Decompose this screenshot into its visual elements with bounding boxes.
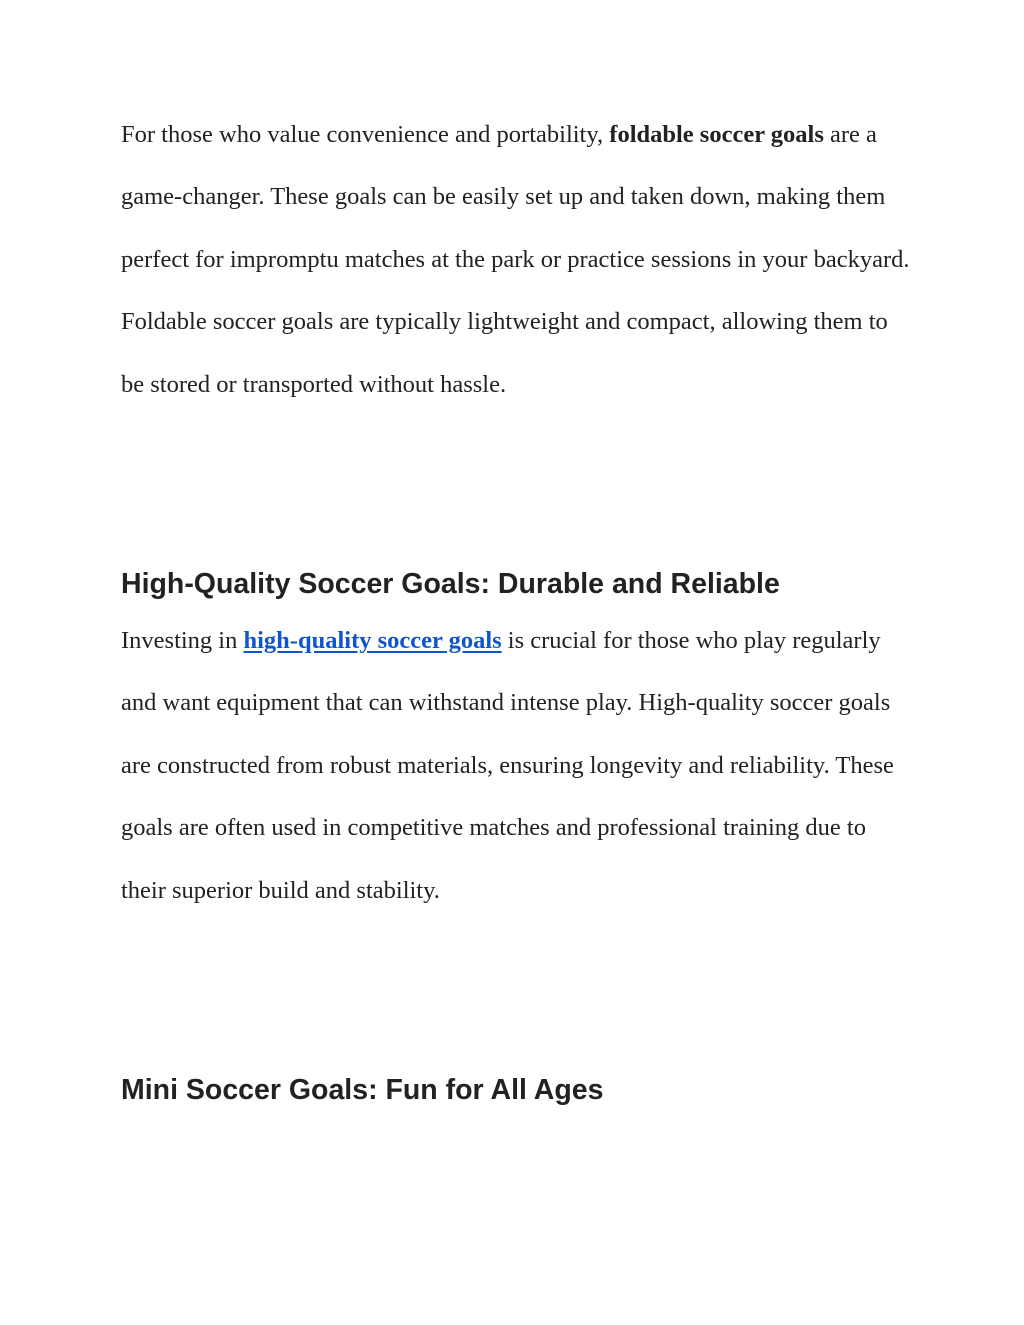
- paragraph-text: are a game-changer. These goals can be easily set up and taken down, making them perfect for impromptu matches at the park or practice sessions in your backyard. Foldable soccer goals are typically lightweight and compact, allowing them to be stored or transported without hassle.: [121, 121, 910, 398]
- paragraph-high-quality-goals: [121, 610, 911, 922]
- paragraph-foldable-goals: [121, 104, 911, 416]
- heading-high-quality-goals: High-Quality Soccer Goals: Durable and Reliable: [121, 568, 780, 600]
- heading-mini-soccer-goals: Mini Soccer Goals: Fun for All Ages: [121, 1074, 604, 1106]
- paragraph-text: is crucial for those who play regularly and want equipment that can withstand intense play. High-quality soccer goals are constructed from robust materials, ensuring longevity and reliability. These goals are often used in competitive matches and professional training due to their superior build and stability.: [121, 627, 894, 904]
- bold-term-foldable-soccer-goals: foldable soccer goals: [609, 121, 824, 148]
- paragraph-text: Investing in: [121, 627, 244, 654]
- paragraph-text: For those who value convenience and portability,: [121, 121, 610, 148]
- link-high-quality-soccer-goals[interactable]: high-quality soccer goals: [243, 627, 502, 654]
